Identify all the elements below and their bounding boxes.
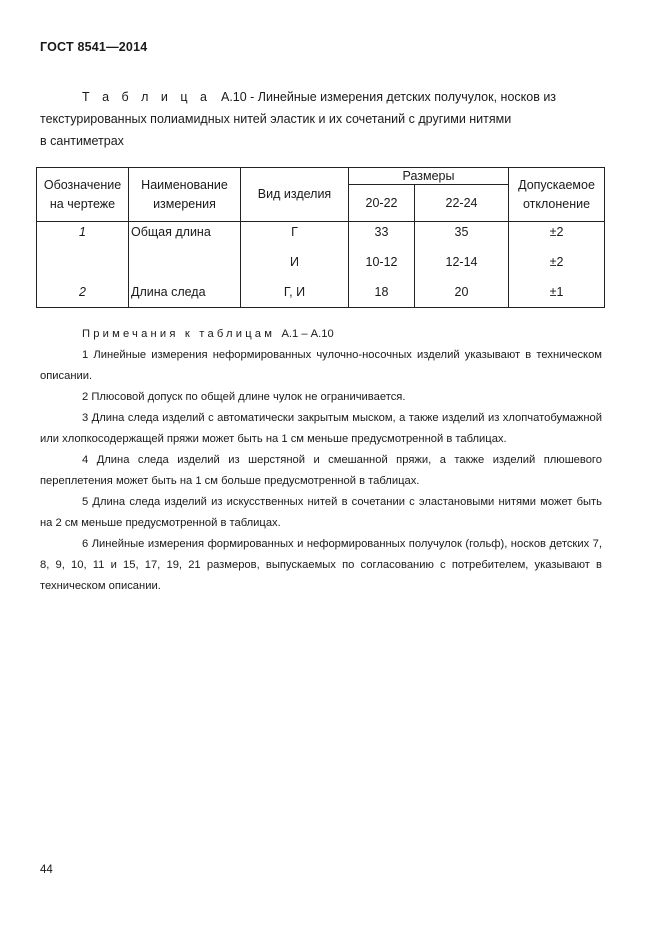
notes-title-label: Примечания к таблицам <box>82 328 276 340</box>
header-sizes: Размеры <box>349 168 509 185</box>
cell-designation: 2 <box>37 277 129 308</box>
cell-size-a: 33 <box>349 222 415 248</box>
note-item: 1 Линейные измерения неформированных чулочно-носочных изделий указывают в техническом описании. <box>40 349 602 382</box>
page-number: 44 <box>40 864 53 876</box>
cell-size-a: 10-12 <box>349 247 415 277</box>
note-item: 4 Длина следа изделий из шерстяной и смешанной пряжи, а также изделий плюшевого переплетения может быть на 1 см больше предусмотренной в таблицах. <box>40 454 602 487</box>
cell-size-b: 12-14 <box>415 247 509 277</box>
header-size-20-22: 20-22 <box>349 185 415 222</box>
header-tolerance: Допускаемое отклонение <box>509 168 605 222</box>
cell-tolerance: ±2 <box>509 222 605 248</box>
cell-size-b: 35 <box>415 222 509 248</box>
notes-title-range: А.1 – А.10 <box>281 328 334 340</box>
cell-item-type: И <box>241 247 349 277</box>
document-header: ГОСТ 8541—2014 <box>40 40 148 54</box>
note-item: 2 Плюсовой допуск по общей длине чулок не ограничивается. <box>82 391 406 403</box>
header-item-type: Вид изделия <box>241 168 349 222</box>
cell-item-type: Г, И <box>241 277 349 308</box>
table-caption <box>40 86 602 152</box>
header-designation: Обозначение на чертеже <box>37 168 129 222</box>
measurements-table <box>36 167 605 308</box>
cell-item-type: Г <box>241 222 349 248</box>
notes-title <box>40 324 602 345</box>
cell-size-a: 18 <box>349 277 415 308</box>
table-row <box>37 247 605 277</box>
cell-measurement-name: Длина следа <box>129 277 241 308</box>
caption-line-3: в сантиметрах <box>40 134 124 148</box>
note-item: 3 Длина следа изделий с автоматически закрытым мыском, а также изделий из хлопчатобумажной или хлопкосодержащей пряжи может быть на 1 см меньше предусмотренной в таблицах. <box>40 412 602 445</box>
cell-size-b: 20 <box>415 277 509 308</box>
note-item: 6 Линейные измерения формированных и неформированных получулок (гольф), носков детских 7, 8, 9, 10, 11 и 15, 17, 19, 21 размеров, выпускаемых по согласованию с потребителем, указывают в техническом описании. <box>40 538 602 592</box>
caption-table-word: Т а б л и ц а <box>82 90 212 104</box>
cell-designation <box>37 247 129 277</box>
caption-title <box>221 86 602 108</box>
caption-line-2: текстурированных полиамидных нитей эластик и их сочетаний с другими нитями <box>40 112 512 126</box>
cell-measurement-name: Общая длина <box>129 222 241 248</box>
cell-tolerance: ±1 <box>509 277 605 308</box>
header-size-22-24: 22-24 <box>415 185 509 222</box>
table-row <box>37 277 605 308</box>
caption-line-1 <box>40 86 602 108</box>
notes-section <box>40 324 602 597</box>
cell-tolerance: ±2 <box>509 247 605 277</box>
caption-title-text: А.10 - Линейные измерения детских получулок, носков из <box>220 90 557 104</box>
header-measurement-name: Наименование измерения <box>129 168 241 222</box>
cell-designation: 1 <box>37 222 129 248</box>
cell-measurement-name <box>129 247 241 277</box>
note-item: 5 Длина следа изделий из искусственных нитей в сочетании с эластановыми нитями может быть на 2 см меньше предусмотренной в таблицах. <box>40 496 602 529</box>
table-row <box>37 222 605 248</box>
